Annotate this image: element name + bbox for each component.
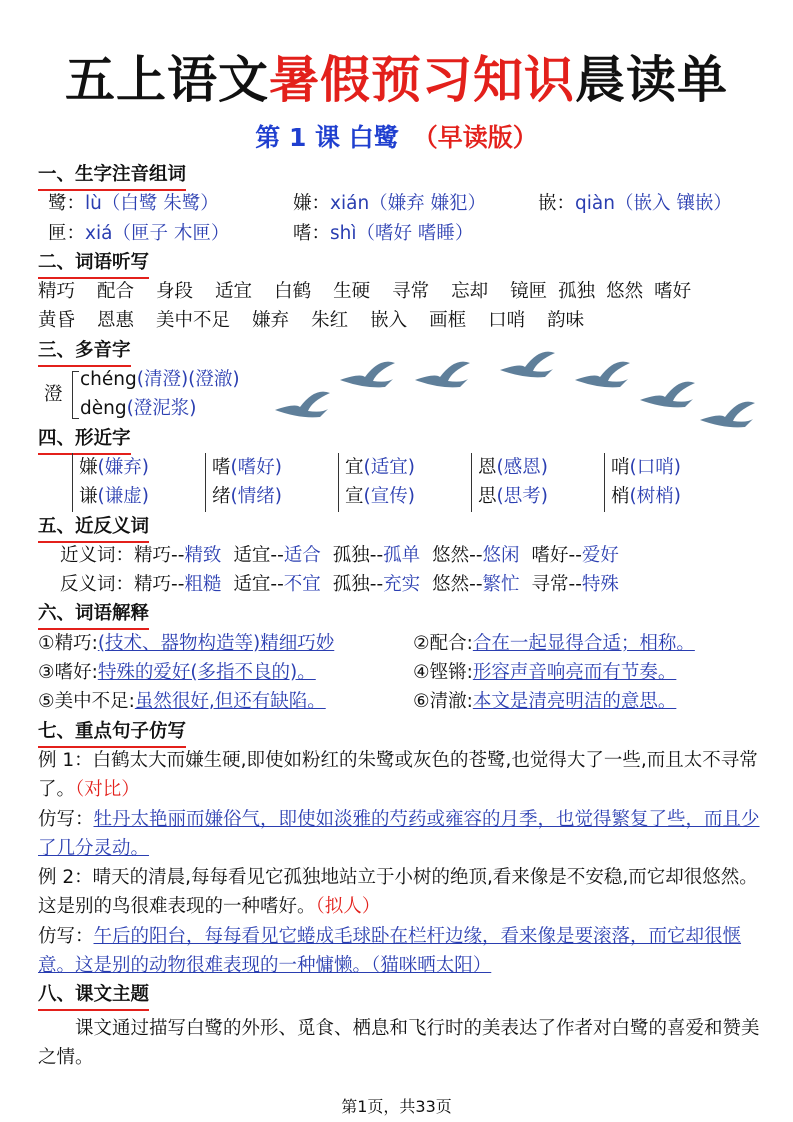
char: 恩 — [478, 456, 497, 478]
dictation-word: 嗜好 — [654, 281, 692, 303]
title-part: 五上语文 — [65, 51, 269, 109]
pinyin: qiàn — [575, 193, 615, 215]
word: (宣传) — [363, 486, 415, 508]
section-heading: 八、课文主题 — [38, 983, 149, 1011]
pinyin: xiá — [85, 222, 113, 244]
section-heading: 五、近反义词 — [38, 515, 149, 543]
new-char-item — [293, 219, 538, 248]
word: 悠然-- — [432, 574, 483, 596]
dictation-word: 适宜 — [215, 281, 253, 303]
section-heading: 一、生字注音组词 — [38, 163, 186, 191]
word: 孤独-- — [332, 544, 384, 566]
section-heading: 三、多音字 — [38, 339, 131, 367]
word: (感恩) — [496, 456, 548, 478]
word: (情绪) — [230, 486, 282, 508]
definition-item — [413, 629, 753, 658]
section-heading: 七、重点句子仿写 — [38, 720, 186, 748]
pinyin: chéng — [80, 369, 137, 391]
section-heading: 二、词语听写 — [38, 251, 149, 279]
words: （白鹭 朱鹭） — [101, 193, 219, 215]
word: (谦虚) — [97, 486, 149, 508]
answer: 繁忙 — [482, 574, 520, 596]
words: （匣子 木匣） — [112, 222, 230, 244]
pinyin: lù — [85, 193, 102, 215]
dictation-word: 朱红 — [311, 310, 349, 332]
word: 寻常-- — [531, 574, 582, 596]
term: ③嗜好: — [38, 662, 98, 684]
char: 嗜 — [212, 456, 231, 478]
term: ②配合: — [413, 632, 473, 654]
word: (嫌弃) — [97, 456, 149, 478]
term: ⑤美中不足: — [38, 691, 135, 713]
word: 精巧-- — [134, 574, 185, 596]
imitation-1 — [38, 805, 763, 864]
words: (清澄)(澄澈) — [136, 369, 240, 391]
similar-char-pair — [604, 453, 737, 512]
example-text: 例 2：晴天的清晨,每每看见它孤独地站立于小树的绝顶,看来像是不安稳,而它却很悠然。这是别的鸟很难表现的一种嗜好。 — [38, 867, 758, 918]
term: ①精巧: — [38, 632, 98, 654]
words: (澄泥浆) — [126, 398, 197, 420]
imitation-text: 牡丹太艳丽而嫌俗气，即使如淡雅的芍药或雍容的月季，也觉得繁复了些，而且少了几分灵动。 — [38, 808, 760, 859]
term: ⑥清澈: — [413, 691, 473, 713]
similar-char-pair — [338, 453, 471, 512]
dictation-word: 配合 — [97, 281, 135, 303]
dictation-word: 韵味 — [547, 310, 585, 332]
dictation-word: 黄昏 — [38, 310, 76, 332]
answer: 不宜 — [283, 574, 321, 596]
word: (适宜) — [363, 456, 415, 478]
definition: 特殊的爱好(多指不良的)。 — [97, 662, 316, 684]
dictation-word: 精巧 — [38, 281, 76, 303]
pinyin: xián — [330, 193, 370, 215]
word-pair — [233, 574, 320, 595]
char: 嵌： — [538, 193, 576, 215]
definition-item — [413, 687, 753, 716]
word-pair — [333, 574, 420, 595]
word: (树梢) — [629, 486, 681, 508]
title-highlight: 暑假预习知识 — [269, 51, 575, 109]
lesson-subtitle — [0, 118, 793, 154]
word-pair — [333, 545, 420, 566]
dictation-word: 身段 — [156, 281, 194, 303]
similar-char-pair — [471, 453, 604, 512]
definition: 合在一起显得合适；相称。 — [472, 632, 695, 654]
similar-char-pair — [205, 453, 338, 512]
char: 绪 — [212, 486, 231, 508]
word: (思考) — [496, 486, 548, 508]
polyphone-block — [38, 365, 763, 424]
dictation-word: 白鹤 — [274, 281, 312, 303]
word-pair — [134, 574, 221, 595]
word-pair — [432, 545, 519, 566]
word-pair — [532, 574, 619, 595]
example-text: 例 1：白鹤太大而嫌生硬,即使如粉红的朱鹭或灰色的苍鹭,也觉得大了一些,而且太不寻常了。 — [38, 749, 758, 801]
char: 谦 — [79, 486, 98, 508]
word-pair — [233, 545, 320, 566]
definition: 形容声音响亮而有节奏。 — [472, 662, 677, 684]
answer: 适合 — [283, 544, 321, 566]
imitation-label: 仿写： — [38, 808, 94, 830]
answer: 特殊 — [581, 574, 619, 596]
char: 嫌： — [293, 193, 331, 215]
char: 梢 — [611, 486, 630, 508]
imitation-text: 午后的阳台，每每看见它蜷成毛球卧在栏杆边缘，看来像是要滚落，而它却很惬意。这是别的动物很难表现的一种慵懒。（猫咪晒太阳） — [38, 925, 742, 977]
words: （嵌入 镶嵌） — [614, 193, 732, 215]
words: （嗜好 嗜睡） — [356, 222, 474, 244]
words: （嫌弃 嫌犯） — [369, 193, 487, 215]
label: 反义词： — [60, 574, 135, 596]
definition: 虽然很好,但还有缺陷。 — [134, 691, 326, 713]
definition-item — [38, 658, 413, 687]
title-part: 晨读单 — [575, 51, 728, 109]
dictation-word: 寻常 — [392, 281, 430, 303]
word: 孤独-- — [332, 574, 384, 596]
answer: 粗糙 — [184, 574, 222, 596]
definition-item — [413, 658, 753, 687]
dictation-word: 嵌入 — [370, 310, 408, 332]
section-heading: 四、形近字 — [38, 427, 131, 455]
word-pair — [134, 545, 221, 566]
char: 宣 — [345, 486, 364, 508]
answer: 充实 — [383, 574, 421, 596]
technique-tag: （拟人） — [315, 896, 381, 918]
char: 宜 — [345, 456, 364, 478]
word: 适宜-- — [233, 544, 284, 566]
char: 鹭： — [48, 193, 86, 215]
new-char-item — [48, 189, 293, 218]
imitation-label: 仿写： — [38, 925, 94, 947]
answer: 悠闲 — [482, 544, 520, 566]
char: 匣： — [48, 222, 86, 244]
technique-tag: （对比） — [75, 779, 140, 801]
dictation-word: 美中不足 — [156, 310, 231, 332]
word: 适宜-- — [233, 574, 284, 596]
new-char-item — [293, 189, 538, 218]
version-label: （早读版） — [412, 123, 538, 152]
new-char-item — [538, 189, 758, 218]
dictation-word: 生硬 — [333, 281, 371, 303]
section-heading: 六、词语解释 — [38, 602, 149, 630]
dictation-word: 画框 — [429, 310, 467, 332]
dictation-word: 嫌弃 — [252, 310, 290, 332]
dictation-word: 悠然 — [606, 281, 644, 303]
new-char-item — [48, 219, 293, 248]
word: 精巧-- — [134, 544, 185, 566]
dictation-word: 口哨 — [488, 310, 526, 332]
word: (嗜好) — [230, 456, 282, 478]
definition-item — [38, 687, 413, 716]
word-pair — [432, 574, 519, 595]
polyphone-char: 澄 — [44, 384, 63, 406]
dictation-word: 孤独 — [558, 281, 596, 303]
definition: 本文是清亮明洁的意思。 — [472, 691, 677, 713]
dictation-word: 恩惠 — [97, 310, 135, 332]
char: 嫌 — [79, 456, 98, 478]
word: (口哨) — [629, 456, 681, 478]
word: 嗜好-- — [531, 544, 582, 566]
char: 思 — [478, 486, 497, 508]
example-1 — [38, 746, 763, 805]
answer: 爱好 — [581, 544, 619, 566]
answer: 孤单 — [383, 544, 421, 566]
definition: (技术、器物构造等)精细巧妙 — [97, 632, 335, 654]
word: 悠然-- — [432, 544, 483, 566]
example-2 — [38, 863, 763, 922]
pinyin: shì — [330, 222, 357, 244]
answer: 精致 — [184, 544, 222, 566]
page-title — [0, 40, 793, 112]
label: 近义词： — [60, 544, 135, 566]
word-pair — [532, 545, 619, 566]
pinyin: dèng — [80, 398, 127, 420]
definition-item — [38, 629, 413, 658]
similar-char-pair — [72, 453, 205, 512]
page-footer: 第1页，共33页 — [341, 1097, 452, 1116]
dictation-word: 忘却 — [451, 281, 489, 303]
term: ④铿锵: — [413, 662, 473, 684]
lesson-name: 第 1 课 白鹭 — [255, 123, 399, 152]
char: 嗜： — [293, 222, 331, 244]
theme-text: 课文通过描写白鹭的外形、觅食、栖息和飞行时的美表达了作者对白鹭的喜爱和赞美之情。 — [38, 1017, 760, 1068]
char: 哨 — [611, 456, 630, 478]
imitation-2 — [38, 922, 763, 981]
dictation-word: 镜匣 — [510, 281, 548, 303]
